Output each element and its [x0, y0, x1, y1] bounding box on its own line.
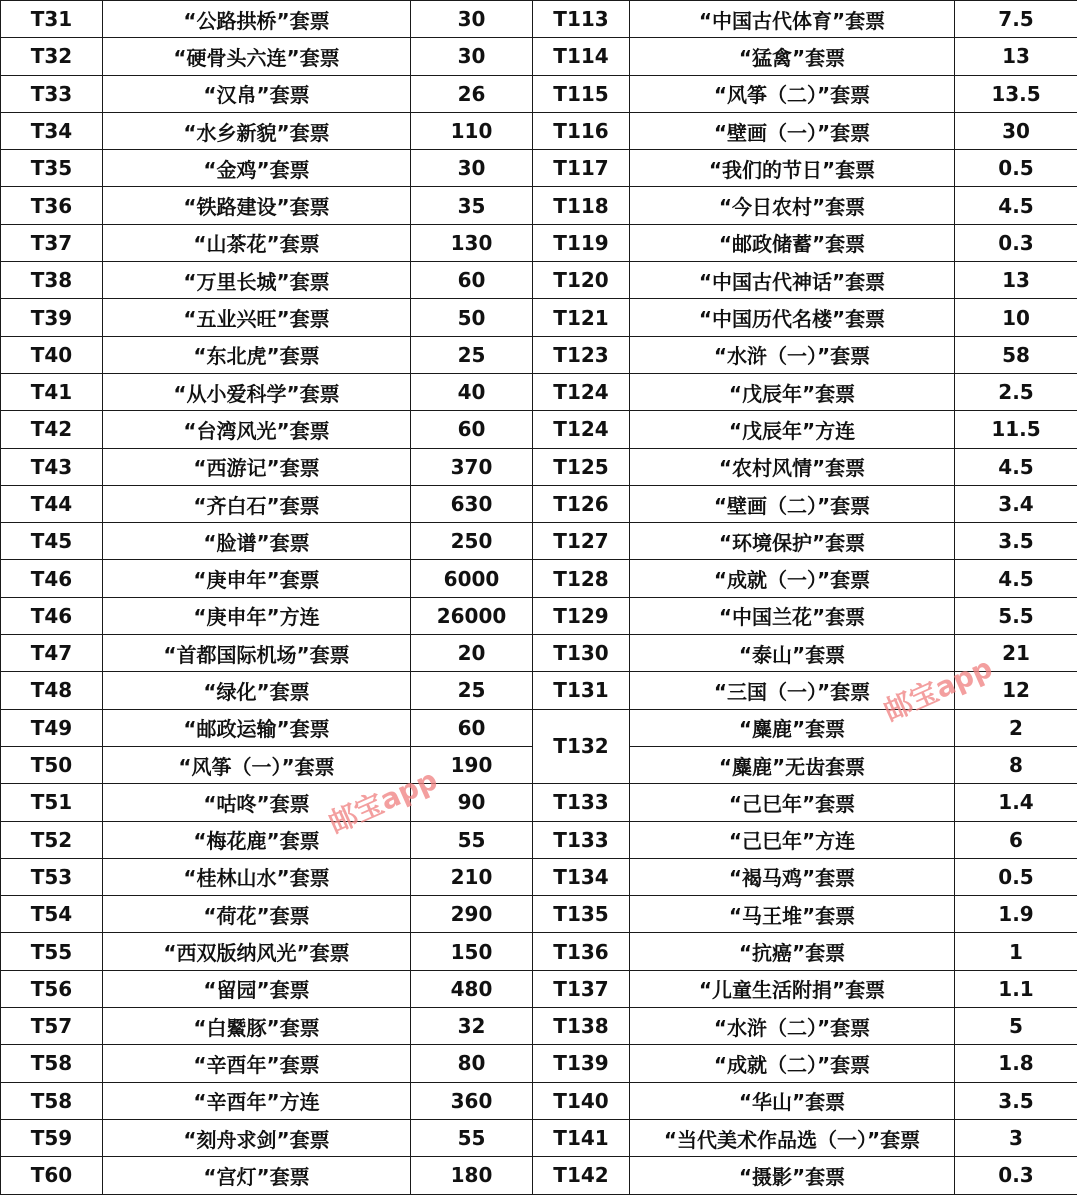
right-stamp-price: 1.1 — [955, 970, 1077, 1007]
right-stamp-name: “中国古代体育”套票 — [630, 1, 955, 38]
right-stamp-code: T133 — [533, 821, 630, 858]
right-stamp-name: “马王堆”套票 — [630, 896, 955, 933]
left-stamp-name: “绿化”套票 — [103, 672, 411, 709]
right-stamp-code: T115 — [533, 75, 630, 112]
left-stamp-price: 26000 — [411, 597, 533, 634]
right-stamp-price: 4.5 — [955, 187, 1077, 224]
right-stamp-code: T142 — [533, 1157, 630, 1194]
left-stamp-name: “西双版纳风光”套票 — [103, 933, 411, 970]
left-stamp-code: T45 — [1, 523, 103, 560]
left-stamp-name: “五业兴旺”套票 — [103, 299, 411, 336]
right-stamp-name: “农村风情”套票 — [630, 448, 955, 485]
table-row — [1, 411, 1077, 448]
left-stamp-name: “硬骨头六连”套票 — [103, 38, 411, 75]
left-stamp-price: 55 — [411, 1119, 533, 1156]
left-stamp-price: 26 — [411, 75, 533, 112]
left-stamp-price: 290 — [411, 896, 533, 933]
left-stamp-code: T37 — [1, 224, 103, 261]
right-stamp-code: T136 — [533, 933, 630, 970]
right-stamp-code: T132 — [533, 709, 630, 784]
right-stamp-price: 10 — [955, 299, 1077, 336]
table-row — [1, 560, 1077, 597]
left-stamp-code: T54 — [1, 896, 103, 933]
left-stamp-name: “荷花”套票 — [103, 896, 411, 933]
left-stamp-code: T53 — [1, 858, 103, 895]
watermark: 邮宝app — [323, 762, 443, 840]
right-stamp-code: T141 — [533, 1119, 630, 1156]
left-stamp-code: T48 — [1, 672, 103, 709]
left-stamp-name: “西游记”套票 — [103, 448, 411, 485]
right-stamp-name: “戊辰年”方连 — [630, 411, 955, 448]
left-stamp-price: 25 — [411, 672, 533, 709]
left-stamp-code: T47 — [1, 635, 103, 672]
left-stamp-price: 30 — [411, 38, 533, 75]
left-stamp-name: “水乡新貌”套票 — [103, 112, 411, 149]
right-stamp-price: 2.5 — [955, 373, 1077, 410]
table-row — [1, 373, 1077, 410]
right-stamp-price: 58 — [955, 336, 1077, 373]
left-stamp-price: 480 — [411, 970, 533, 1007]
right-stamp-price: 21 — [955, 635, 1077, 672]
right-stamp-code: T124 — [533, 373, 630, 410]
right-stamp-price: 7.5 — [955, 1, 1077, 38]
left-stamp-price: 180 — [411, 1157, 533, 1194]
left-stamp-name: “齐白石”套票 — [103, 485, 411, 522]
right-stamp-name: “壁画（一）”套票 — [630, 112, 955, 149]
left-stamp-code: T59 — [1, 1119, 103, 1156]
left-stamp-price: 6000 — [411, 560, 533, 597]
right-stamp-code: T116 — [533, 112, 630, 149]
left-stamp-name: “刻舟求剑”套票 — [103, 1119, 411, 1156]
left-stamp-code: T52 — [1, 821, 103, 858]
right-stamp-code: T124 — [533, 411, 630, 448]
right-stamp-price: 4.5 — [955, 448, 1077, 485]
left-stamp-price: 32 — [411, 1008, 533, 1045]
right-stamp-name: “成就（一）”套票 — [630, 560, 955, 597]
table-row — [1, 858, 1077, 895]
left-stamp-name: “汉帛”套票 — [103, 75, 411, 112]
left-stamp-name: “铁路建设”套票 — [103, 187, 411, 224]
right-stamp-code: T127 — [533, 523, 630, 560]
right-stamp-price: 11.5 — [955, 411, 1077, 448]
left-stamp-name: “庚申年”套票 — [103, 560, 411, 597]
left-stamp-code: T51 — [1, 784, 103, 821]
right-stamp-code: T120 — [533, 262, 630, 299]
left-stamp-code: T31 — [1, 1, 103, 38]
left-stamp-price: 130 — [411, 224, 533, 261]
right-stamp-name: “华山”套票 — [630, 1082, 955, 1119]
left-stamp-code: T56 — [1, 970, 103, 1007]
table-row — [1, 1, 1077, 38]
right-stamp-name: “中国历代名楼”套票 — [630, 299, 955, 336]
right-stamp-code: T121 — [533, 299, 630, 336]
right-stamp-code: T140 — [533, 1082, 630, 1119]
right-stamp-price: 2 — [955, 709, 1077, 746]
table-row — [1, 970, 1077, 1007]
table-row — [1, 1082, 1077, 1119]
right-stamp-name: “麋鹿”套票 — [630, 709, 955, 746]
left-stamp-name: “宫灯”套票 — [103, 1157, 411, 1194]
table-row — [1, 821, 1077, 858]
right-stamp-name: “猛禽”套票 — [630, 38, 955, 75]
table-row — [1, 635, 1077, 672]
left-stamp-code: T32 — [1, 38, 103, 75]
left-stamp-name: “山茶花”套票 — [103, 224, 411, 261]
left-stamp-code: T58 — [1, 1045, 103, 1082]
table-row — [1, 1157, 1077, 1194]
table-row — [1, 933, 1077, 970]
left-stamp-name: “金鸡”套票 — [103, 150, 411, 187]
right-stamp-code: T126 — [533, 485, 630, 522]
table-row — [1, 187, 1077, 224]
right-stamp-price: 3.5 — [955, 523, 1077, 560]
right-stamp-price: 1.9 — [955, 896, 1077, 933]
left-stamp-price: 370 — [411, 448, 533, 485]
right-stamp-price: 13 — [955, 262, 1077, 299]
left-stamp-code: T34 — [1, 112, 103, 149]
right-stamp-code: T119 — [533, 224, 630, 261]
table-row — [1, 112, 1077, 149]
right-stamp-code: T128 — [533, 560, 630, 597]
left-stamp-code: T46 — [1, 597, 103, 634]
table-row — [1, 1045, 1077, 1082]
left-stamp-price: 30 — [411, 150, 533, 187]
right-stamp-code: T133 — [533, 784, 630, 821]
table-row — [1, 709, 1077, 746]
right-stamp-name: “泰山”套票 — [630, 635, 955, 672]
right-stamp-price: 1.4 — [955, 784, 1077, 821]
right-stamp-price: 3.5 — [955, 1082, 1077, 1119]
right-stamp-price: 1 — [955, 933, 1077, 970]
right-stamp-price: 3 — [955, 1119, 1077, 1156]
right-stamp-price: 30 — [955, 112, 1077, 149]
right-stamp-price: 0.3 — [955, 1157, 1077, 1194]
left-stamp-code: T41 — [1, 373, 103, 410]
left-stamp-price: 60 — [411, 411, 533, 448]
table-row — [1, 672, 1077, 709]
right-stamp-name: “儿童生活附捐”套票 — [630, 970, 955, 1007]
left-stamp-code: T57 — [1, 1008, 103, 1045]
left-stamp-code: T36 — [1, 187, 103, 224]
left-stamp-name: “桂林山水”套票 — [103, 858, 411, 895]
left-stamp-code: T39 — [1, 299, 103, 336]
right-stamp-name: “当代美术作品选（一）”套票 — [630, 1119, 955, 1156]
left-stamp-price: 35 — [411, 187, 533, 224]
right-stamp-price: 6 — [955, 821, 1077, 858]
left-stamp-name: “脸谱”套票 — [103, 523, 411, 560]
table-row — [1, 1119, 1077, 1156]
right-stamp-name: “己巳年”套票 — [630, 784, 955, 821]
right-stamp-name: “我们的节日”套票 — [630, 150, 955, 187]
table-row — [1, 38, 1077, 75]
left-stamp-price: 190 — [411, 746, 533, 783]
left-stamp-code: T42 — [1, 411, 103, 448]
left-stamp-code: T33 — [1, 75, 103, 112]
left-stamp-price: 630 — [411, 485, 533, 522]
right-stamp-name: “己巳年”方连 — [630, 821, 955, 858]
right-stamp-price: 13.5 — [955, 75, 1077, 112]
right-stamp-price: 3.4 — [955, 485, 1077, 522]
table-row — [1, 784, 1077, 821]
left-stamp-price: 60 — [411, 709, 533, 746]
right-stamp-code: T134 — [533, 858, 630, 895]
right-stamp-name: “三国（一）”套票 — [630, 672, 955, 709]
left-stamp-price: 25 — [411, 336, 533, 373]
right-stamp-name: “褐马鸡”套票 — [630, 858, 955, 895]
left-stamp-name: “白鱀豚”套票 — [103, 1008, 411, 1045]
table-row — [1, 523, 1077, 560]
left-stamp-code: T44 — [1, 485, 103, 522]
right-stamp-code: T138 — [533, 1008, 630, 1045]
left-stamp-name: “首都国际机场”套票 — [103, 635, 411, 672]
table-row — [1, 336, 1077, 373]
right-stamp-price: 0.5 — [955, 858, 1077, 895]
left-stamp-code: T55 — [1, 933, 103, 970]
right-stamp-price: 1.8 — [955, 1045, 1077, 1082]
left-stamp-price: 30 — [411, 1, 533, 38]
right-stamp-price: 4.5 — [955, 560, 1077, 597]
right-stamp-name: “今日农村”套票 — [630, 187, 955, 224]
table-body — [1, 1, 1077, 1195]
right-stamp-code: T137 — [533, 970, 630, 1007]
left-stamp-price: 150 — [411, 933, 533, 970]
right-stamp-code: T123 — [533, 336, 630, 373]
right-stamp-name: “环境保护”套票 — [630, 523, 955, 560]
left-stamp-name: “从小爱科学”套票 — [103, 373, 411, 410]
left-stamp-price: 210 — [411, 858, 533, 895]
table-row — [1, 896, 1077, 933]
right-stamp-code: T139 — [533, 1045, 630, 1082]
right-stamp-name: “麋鹿”无齿套票 — [630, 746, 955, 783]
right-stamp-code: T118 — [533, 187, 630, 224]
left-stamp-code: T49 — [1, 709, 103, 746]
left-stamp-code: T35 — [1, 150, 103, 187]
right-stamp-price: 5 — [955, 1008, 1077, 1045]
table-row — [1, 262, 1077, 299]
right-stamp-name: “风筝（二）”套票 — [630, 75, 955, 112]
left-stamp-code: T50 — [1, 746, 103, 783]
left-stamp-code: T60 — [1, 1157, 103, 1194]
right-stamp-code: T114 — [533, 38, 630, 75]
table-row — [1, 485, 1077, 522]
table-row — [1, 448, 1077, 485]
right-stamp-name: “壁画（二）”套票 — [630, 485, 955, 522]
right-stamp-code: T129 — [533, 597, 630, 634]
left-stamp-name: “公路拱桥”套票 — [103, 1, 411, 38]
left-stamp-name: “咕咚”套票 — [103, 784, 411, 821]
right-stamp-code: T135 — [533, 896, 630, 933]
right-stamp-name: “中国兰花”套票 — [630, 597, 955, 634]
table-row — [1, 1008, 1077, 1045]
right-stamp-price: 8 — [955, 746, 1077, 783]
table-row — [1, 597, 1077, 634]
right-stamp-code: T130 — [533, 635, 630, 672]
table-row — [1, 224, 1077, 261]
left-stamp-name: “万里长城”套票 — [103, 262, 411, 299]
watermark: 邮宝app — [878, 650, 998, 728]
table-row — [1, 150, 1077, 187]
right-stamp-price: 12 — [955, 672, 1077, 709]
left-stamp-code: T40 — [1, 336, 103, 373]
left-stamp-price: 20 — [411, 635, 533, 672]
left-stamp-price: 55 — [411, 821, 533, 858]
left-stamp-price: 110 — [411, 112, 533, 149]
right-stamp-name: “水浒（二）”套票 — [630, 1008, 955, 1045]
left-stamp-name: “风筝（一）”套票 — [103, 746, 411, 783]
right-stamp-code: T113 — [533, 1, 630, 38]
right-stamp-name: “摄影”套票 — [630, 1157, 955, 1194]
left-stamp-price: 360 — [411, 1082, 533, 1119]
right-stamp-name: “邮政储蓄”套票 — [630, 224, 955, 261]
right-stamp-name: “戊辰年”套票 — [630, 373, 955, 410]
right-stamp-price: 5.5 — [955, 597, 1077, 634]
right-stamp-price: 0.5 — [955, 150, 1077, 187]
right-stamp-price: 13 — [955, 38, 1077, 75]
right-stamp-name: “中国古代神话”套票 — [630, 262, 955, 299]
left-stamp-price: 40 — [411, 373, 533, 410]
left-stamp-price: 250 — [411, 523, 533, 560]
left-stamp-name: “梅花鹿”套票 — [103, 821, 411, 858]
right-stamp-name: “水浒（一）”套票 — [630, 336, 955, 373]
left-stamp-name: “台湾风光”套票 — [103, 411, 411, 448]
left-stamp-code: T38 — [1, 262, 103, 299]
left-stamp-price: 50 — [411, 299, 533, 336]
left-stamp-price: 60 — [411, 262, 533, 299]
left-stamp-code: T43 — [1, 448, 103, 485]
right-stamp-code: T125 — [533, 448, 630, 485]
left-stamp-code: T46 — [1, 560, 103, 597]
left-stamp-code: T58 — [1, 1082, 103, 1119]
right-stamp-name: “抗癌”套票 — [630, 933, 955, 970]
table-row — [1, 299, 1077, 336]
left-stamp-price: 90 — [411, 784, 533, 821]
left-stamp-price: 80 — [411, 1045, 533, 1082]
left-stamp-name: “庚申年”方连 — [103, 597, 411, 634]
left-stamp-name: “辛酉年”套票 — [103, 1045, 411, 1082]
left-stamp-name: “辛酉年”方连 — [103, 1082, 411, 1119]
right-stamp-code: T131 — [533, 672, 630, 709]
left-stamp-name: “东北虎”套票 — [103, 336, 411, 373]
right-stamp-code: T117 — [533, 150, 630, 187]
right-stamp-price: 0.3 — [955, 224, 1077, 261]
left-stamp-name: “留园”套票 — [103, 970, 411, 1007]
table-row — [1, 75, 1077, 112]
left-stamp-name: “邮政运输”套票 — [103, 709, 411, 746]
right-stamp-name: “成就（二）”套票 — [630, 1045, 955, 1082]
